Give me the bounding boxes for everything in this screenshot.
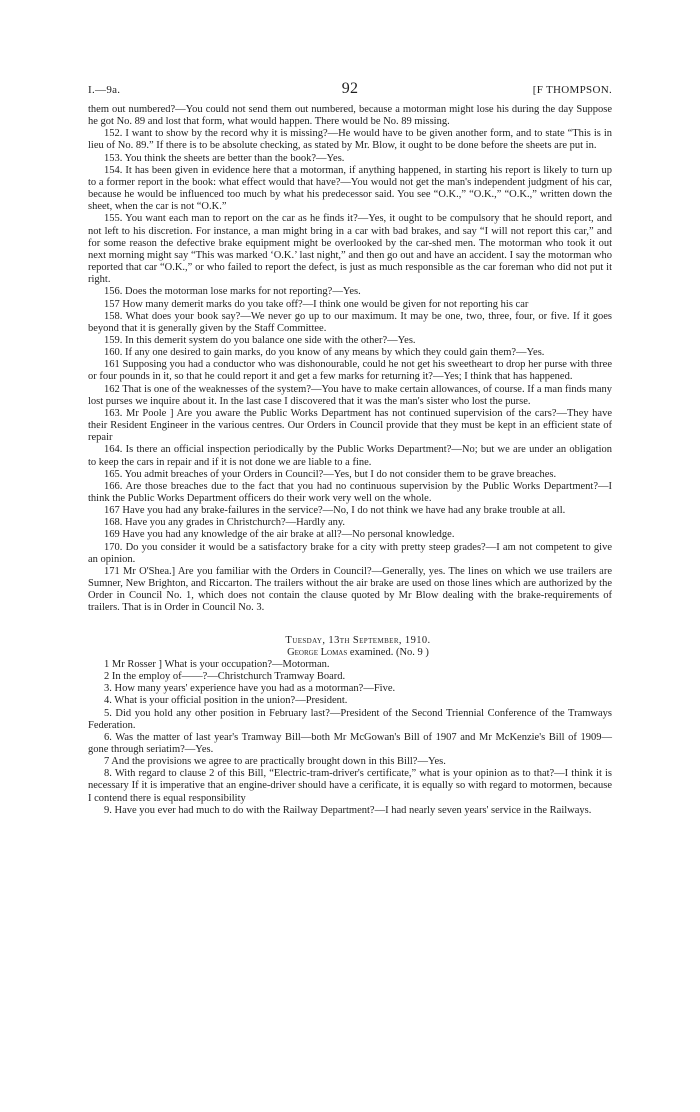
paragraph: 6. Was the matter of last year's Tramway Bill—both Mr McGowan's Bill of 1907 and Mr McKenzie's Bill of 1909—gone through seriatim?—Yes. [88, 731, 612, 755]
section-gap [88, 615, 612, 635]
paragraph: 153. You think the sheets are better than the book?—Yes. [104, 152, 345, 164]
paragraph: 165. You admit breaches of your Orders in Council?—Yes, but I do not consider them to be grave breaches. [104, 468, 557, 480]
paragraph: 170. Do you consider it would be a satisfactory brake for a city with pretty steep grades?—I am not competent to give an opinion. [88, 541, 612, 565]
paragraph: 156. Does the motorman lose marks for not reporting?—Yes. [104, 286, 361, 298]
document-body [88, 104, 612, 817]
paragraph: 163. Mr Poole ] Are you aware the Public Works Department has not continued supervision of the cars?—They have their Resident Engineer in the various centres. Our Orders in Council provide that they must be kept in an efficient state of repair [88, 407, 612, 444]
paragraph: 159. In this demerit system do you balance one side with the other?—Yes. [104, 334, 416, 346]
paragraph: them out numbered?—You could not send them out numbered, because a motorman might lose his during the day Suppose he got No. 89 and lost that form, what would happen. There would be No. 89 missing. [88, 104, 612, 128]
paragraph: 169 Have you had any knowledge of the air brake at all?—No personal knowledge. [104, 529, 455, 541]
witness-name: George Lomas [287, 646, 348, 658]
paragraph: 1 Mr Rosser ] What is your occupation?—Motorman. [104, 658, 330, 670]
evidence-section-thompson [88, 104, 612, 615]
header-right-name: [F THOMPSON. [532, 84, 612, 96]
paragraph: 155. You want each man to report on the car as he finds it?—Yes, it ought to be compulsory that he should report, and not left to his discretion. For instance, a man might bring in a car with bad brakes, and say “I will not report this car,” and for some reason the defective brake equipment might be overlooked by the car-shed men. The motorman who took it out next morning might say “This was marked ‘O.K.’ last night,” and then go out and have an accident. I say the motorman who reported that car “O.K.,” or who failed to report the defect, is just as much responsible as the car foreman who did not put it right. [88, 213, 612, 286]
page-header [88, 80, 612, 100]
paragraph: 157 How many demerit marks do you take off?—I think one would be given for not reporting his car [104, 298, 529, 310]
paragraph: 7 And the provisions we agree to are practically brought down in this Bill?—Yes. [104, 756, 446, 768]
session-date: Tuesday, 13th September, 1910. [285, 634, 431, 646]
header-left-reference: I.—9a. [88, 84, 121, 96]
paragraph: 152. I want to show by the record why it is missing?—He would have to be given another form, and to state “This is in lieu of No. 89.” If there is to be absolute checking, as stated by Mr. Blow, it ought to be done before the sheets are put in. [88, 128, 612, 152]
paragraph: 154. It has been given in evidence here that a motorman, if anything happened, in starting his report is likely to turn up to a former report in the book: what effect would that have?—You would not get the man's independent judgment of his car, because he would be influenced too much by what his predecessor said. You see “O.K.,” “O.K.,” “O.K.,” written down the sheet, when the car is not “O.K.” [88, 164, 612, 213]
paragraph: 162 That is one of the weaknesses of the system?—You have to make certain allowances, of course. If a man finds many lost purses we inquire about it. In the last case I discovered that it was the man's sister who lost the purse. [88, 383, 612, 407]
paragraph: 8. With regard to clause 2 of this Bill, “Electric-tram-driver's certificate,” what is your opinion as to that?—I think it is necessary If it is imperative that an engine-driver should have a cerificate, it is equally so with regard to motormen, because I contend there is equal responsibility [88, 768, 612, 804]
paragraph: 158. What does your book say?—We never go up to our maximum. It may be one, two, three, four, or five. If it goes beyond that it is generally given by the Staff Committee. [88, 310, 612, 334]
witness-heading [88, 647, 612, 659]
paragraph: 4. What is your official position in the union?—President. [104, 695, 348, 707]
paragraph: 164. Is there an official inspection periodically by the Public Works Department?—No; but we are under an obligation to keep the cars in repair and if it is not done we are liable to a fine. [88, 444, 612, 468]
paragraph: 167 Have you had any brake-failures in the service?—No, I do not think we have had any brake trouble at all. [104, 505, 566, 517]
page-number: 92 [341, 80, 359, 97]
paragraph: 171 Mr O'Shea.] Are you familiar with the Orders in Council?—Generally, yes. The lines on which we use trailers are Sumner, New Brighton, and Riccarton. The trailers without the air brake are used on those lines which are authorized by the Order in Council No. 1, which does not contain the clause quoted by Mr Blow dealing with the brake-requirements of trailers. That is in Order in Council No. 3. [88, 565, 612, 614]
witness-heading-rest: examined. (No. 9 ) [347, 646, 429, 658]
paragraph: 9. Have you ever had much to do with the Railway Department?—I had nearly seven years' service in the Railways. [104, 804, 592, 816]
paragraph: 2 In the employ of——?—Christchurch Tramway Board. [104, 671, 346, 683]
paragraph: 166. Are those breaches due to the fact that you had no continuous supervision by the Public Works Department?—I think the Public Works Department officers do their work very well on the whole. [88, 480, 612, 504]
paragraph: 5. Did you hold any other position in February last?—President of the Second Triennial Conference of the Tramways Federation. [88, 707, 612, 731]
paragraph: 160. If any one desired to gain marks, do you know of any means by which they could gain them?—Yes. [104, 347, 545, 359]
paragraph: 3. How many years' experience have you had as a motorman?—Five. [104, 683, 396, 695]
evidence-section-lomas [88, 659, 612, 817]
paragraph: 161 Supposing you had a conductor who was dishonourable, could he not get his sweetheart to drop her purse with three or four pounds in it, so that he could report it and get a few marks for returning it?—Yes; I think that has happened. [88, 359, 612, 383]
paragraph: 168. Have you any grades in Christchurch?—Hardly any. [104, 517, 346, 529]
